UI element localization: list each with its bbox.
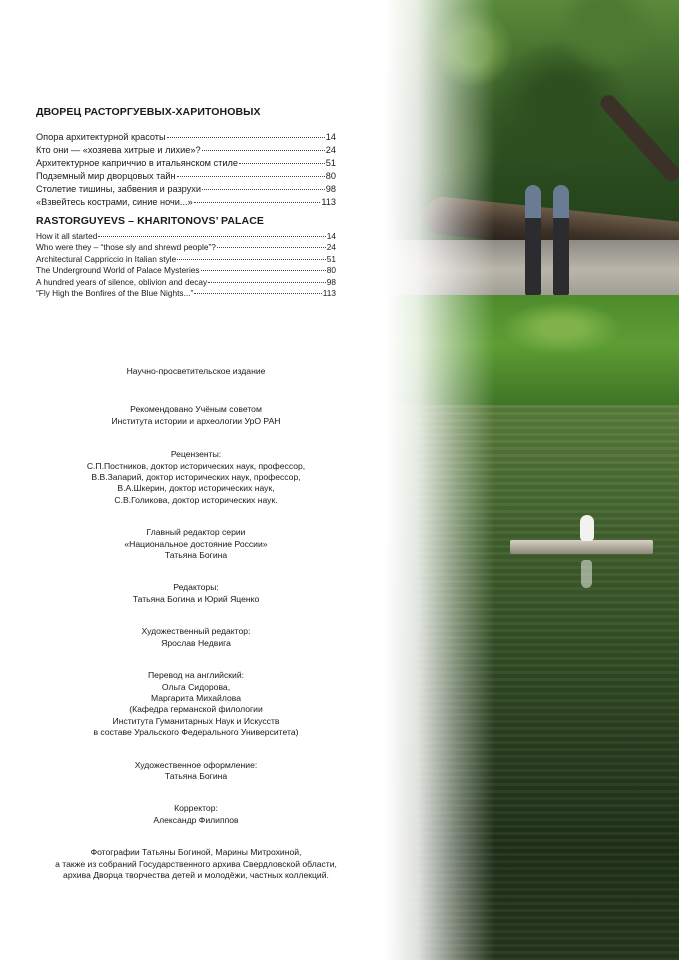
toc-leader — [194, 202, 321, 203]
toc-item[interactable] — [36, 288, 336, 299]
toc-item-page: 80 — [326, 265, 336, 276]
toc-item[interactable] — [36, 157, 336, 170]
toc-item-title: “Fly High the Bonfires of the Blue Nights...” — [36, 288, 194, 299]
toc-item[interactable] — [36, 254, 336, 265]
toc-item-title: How it all started — [36, 231, 98, 241]
toc-leader — [208, 282, 326, 283]
imprint-translation — [36, 670, 356, 738]
imprint-proofreader — [36, 803, 356, 826]
toc-item[interactable] — [36, 170, 336, 183]
toc-leader — [194, 293, 322, 294]
imprint-reviewers — [36, 449, 356, 506]
imprint-line: а также из собраний Государственного архива Свердловской области, — [55, 858, 337, 869]
toc-item[interactable] — [36, 131, 336, 144]
toc-item[interactable] — [36, 265, 336, 276]
imprint-line: Рекомендовано Учёным советом — [130, 404, 262, 415]
imprint-art-editor — [36, 626, 356, 649]
toc-item[interactable] — [36, 242, 336, 253]
imprint-chief-editor — [36, 527, 356, 561]
toc-item-title: «Взвейтесь кострами, синие ночи...» — [36, 197, 193, 207]
imprint-line: Татьяна Богина и Юрий Яценко — [132, 593, 260, 604]
toc-item-page: 14 — [326, 231, 336, 241]
imprint-line: Татьяна Богина — [164, 550, 228, 561]
imprint-line: В.А.Шкерин, доктор исторических наук, — [117, 483, 275, 494]
toc-item-page: 98 — [326, 276, 336, 287]
imprint-line: Главный редактор серии — [146, 527, 246, 538]
toc-item-title: Who were they – “those sly and shrewd people”? — [36, 242, 216, 253]
toc-item-title: Архитектурное каприччио в итальянском стиле — [36, 158, 238, 168]
toc-item-page: 113 — [321, 197, 336, 207]
photo-gull-reflection — [581, 560, 592, 588]
toc-leader — [202, 189, 325, 190]
imprint-credits — [36, 366, 356, 902]
toc-leader — [177, 259, 326, 260]
toc-leader — [217, 247, 326, 248]
toc-item[interactable] — [36, 277, 336, 288]
imprint-line: Корректор: — [174, 803, 218, 814]
toc-heading-en: RASTORGUYEVS – KHARITONOVS’ PALACE — [36, 215, 265, 227]
imprint-line: С.П.Постников, доктор исторических наук, профессор, — [86, 460, 306, 471]
imprint-editors — [36, 582, 356, 605]
photo-raft — [510, 540, 653, 554]
toc-item-title: Опора архитектурной красоты — [36, 132, 166, 142]
imprint-line: Научно-просветительское издание — [126, 366, 266, 376]
photo-person — [553, 185, 569, 295]
toc-list-en — [36, 231, 336, 299]
table-of-contents — [36, 106, 336, 299]
imprint-line: в составе Уральского Федерального Университета) — [93, 727, 299, 738]
toc-item-page: 113 — [322, 288, 336, 299]
toc-list-ru — [36, 131, 336, 209]
imprint-line: Художественное оформление: — [134, 759, 258, 770]
toc-item-title: A hundred years of silence, oblivion and decay — [36, 276, 208, 287]
photo-fade-edge — [385, 0, 495, 960]
toc-item-title: The Underground World of Palace Mysteries — [36, 265, 200, 276]
imprint-line: Маргарита Михайлова — [150, 692, 241, 703]
toc-item[interactable] — [36, 196, 336, 209]
imprint-line: Фотографии Татьяны Богиной, Марины Митрохиной, — [90, 847, 302, 858]
imprint-design — [36, 760, 356, 783]
imprint-line: Редакторы: — [173, 582, 219, 593]
toc-item-title: Столетие тишины, забвения и разрухи — [36, 184, 201, 194]
toc-item-page: 24 — [326, 242, 336, 253]
imprint-line: Перевод на английский: — [147, 670, 245, 681]
toc-leader — [202, 150, 325, 151]
toc-leader — [177, 176, 325, 177]
toc-item-page: 80 — [325, 171, 336, 181]
toc-leader — [201, 270, 326, 271]
toc-item-page: 24 — [325, 145, 336, 155]
photo-person — [525, 185, 541, 295]
toc-item-page: 14 — [325, 132, 336, 142]
imprint-line: архива Дворца творчества детей и молодёжи, частных коллекций. — [63, 869, 329, 880]
toc-item[interactable] — [36, 183, 336, 196]
toc-heading-ru: ДВОРЕЦ РАСТОРГУЕВЫХ-ХАРИТОНОВЫХ — [36, 106, 261, 118]
imprint-line: С.В.Голикова, доктор исторических наук. — [114, 494, 278, 505]
imprint-line: Ольга Сидорова, — [161, 681, 231, 692]
imprint-line: Ярослав Недвига — [161, 637, 231, 648]
imprint-line: «Национальное достояние России» — [124, 538, 268, 549]
imprint-line: Художественный редактор: — [141, 626, 251, 637]
imprint-line: Александр Филиппов — [153, 814, 239, 825]
park-pond-photo — [385, 0, 679, 960]
imprint-line: Института истории и археологии УрО РАН — [111, 415, 281, 426]
toc-item[interactable] — [36, 231, 336, 242]
toc-leader — [239, 163, 325, 164]
imprint-line: (Кафедра германской филологии — [129, 704, 263, 715]
toc-item-page: 51 — [326, 253, 336, 264]
toc-item[interactable] — [36, 144, 336, 157]
toc-item-title: Architectural Cappriccio in Italian style — [36, 253, 177, 264]
imprint-line: В.В.Запарий, доктор исторических наук, профессор, — [91, 472, 301, 483]
imprint-recommended — [36, 404, 356, 427]
imprint-photos — [36, 847, 356, 881]
toc-leader — [98, 236, 325, 237]
toc-item-page: 98 — [325, 184, 336, 194]
imprint-edition-type — [36, 366, 356, 377]
imprint-line: Института Гуманитарных Наук и Искусств — [112, 715, 280, 726]
toc-item-title: Кто они — «хозяева хитрые и лихие»? — [36, 145, 201, 155]
toc-item-page: 51 — [325, 158, 336, 168]
toc-item-title: Подземный мир дворцовых тайн — [36, 171, 176, 181]
toc-leader — [167, 137, 325, 138]
photo-gull — [580, 515, 594, 541]
imprint-line: Татьяна Богина — [164, 770, 228, 781]
imprint-line: Рецензенты: — [170, 449, 222, 460]
